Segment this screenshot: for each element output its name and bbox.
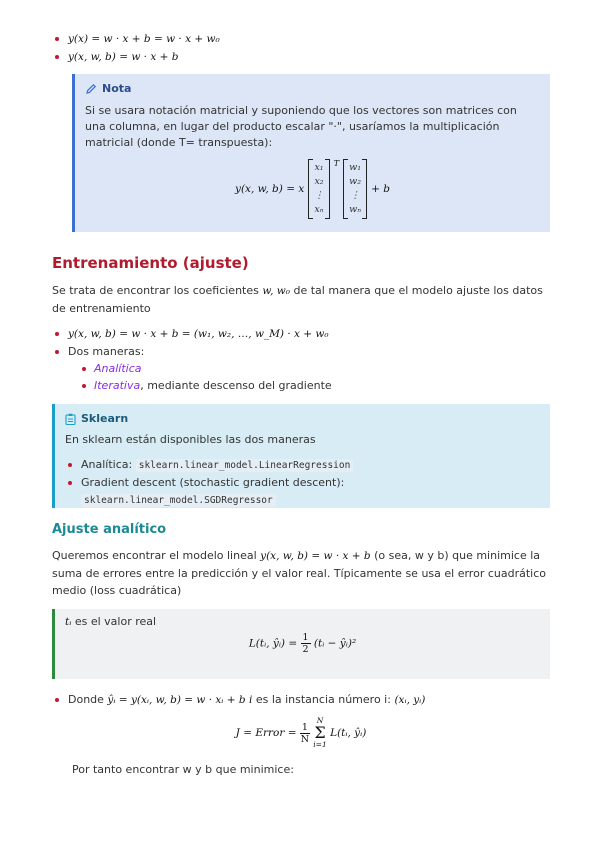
vector-cell: w₂ [349, 176, 362, 187]
vector-cell: ⋮ [350, 190, 360, 201]
nota-callout [72, 74, 550, 232]
matrix-equation [85, 159, 540, 219]
list-item: Analítica [52, 360, 550, 377]
eq-left: y(x, w, b) = x [235, 183, 305, 195]
list-item: y(x, w, b) = w · x + b = (w₁, w₂, …, w_M) · x + w₀ [52, 325, 550, 343]
list-item: Iterativa, mediante descenso del gradiente [52, 377, 550, 394]
sklearn-list [65, 456, 540, 509]
top-bullet-list [52, 0, 550, 66]
code-linear-regression: sklearn.linear_model.LinearRegression [136, 459, 354, 472]
loss-equation: L(tᵢ, ŷᵢ) = $\frac{1}{2}$ (tᵢ − ŷᵢ)² [248, 632, 357, 655]
code-sgd-regressor: sklearn.linear_model.SGDRegressor [81, 494, 276, 507]
vector-cell: wₙ [349, 204, 362, 215]
list-item: y(x, w, b) = w · x + b [52, 48, 550, 66]
transpose-sup: T [333, 159, 340, 168]
sklearn-text: En sklearn están disponibles las dos maneras [65, 433, 316, 446]
error-equation: J = Error = $\frac{1}{N}$ N Σ i=1 L(tᵢ, ŷᵢ) [235, 716, 367, 749]
notebook-page [28, 0, 576, 848]
eq-right: + b [371, 183, 390, 195]
nota-title [85, 82, 540, 95]
sum-symbol: N Σ i=1 [313, 716, 327, 749]
loss-callout-text: tᵢ es el valor real [65, 615, 157, 628]
vector-cell: x₂ [314, 176, 324, 187]
section-heading-ajuste: Ajuste analítico [52, 522, 167, 537]
entrenamiento-intro: Se trata de encontrar los coeficientes w, w₀ de tal manera que el modelo ajuste los datos de entrenamiento [52, 284, 543, 315]
list-item: Gradient descent (stochastic gradient descent): sklearn.linear_model.SGDRegressor [65, 474, 540, 509]
vector-cell: ⋮ [314, 190, 324, 201]
list-item: y(x) = w · x + b = w · x + w₀ [52, 30, 550, 48]
ajuste-list [52, 691, 550, 709]
list-item: Donde ŷᵢ = y(xᵢ, w, b) = w · xᵢ + b i es la instancia número i: (xᵢ, yᵢ) [52, 691, 550, 709]
nota-title-text: Nota [102, 82, 132, 95]
vector-cell: xₙ [314, 204, 324, 215]
notebook-content [28, 0, 576, 776]
loss-callout [52, 609, 550, 679]
section-heading-entrenamiento: Entrenamiento (ajuste) [52, 254, 249, 272]
ajuste-intro: Queremos encontrar el modelo lineal y(x, w, b) = w · x + b (o sea, w y b) que minimice la suma de errores entre la predicción y el valor real. Típicamente se usa el error cuadrático medio (loss cuadrática) [52, 549, 546, 597]
sklearn-title [65, 412, 540, 425]
entrenamiento-list [52, 325, 550, 394]
vector-w [343, 159, 367, 219]
vector-cell: w₁ [349, 162, 362, 173]
nota-text: Si se usara notación matricial y suponiendo que los vectores son matrices con una columna, en lugar del producto escalar "·", usaríamos la multiplicación matricial (donde T= transpuesta): [85, 104, 517, 149]
list-item: Dos maneras: [52, 343, 550, 360]
vector-x [308, 159, 330, 219]
list-item: Analítica: sklearn.linear_model.LinearRegression [65, 456, 540, 474]
sklearn-title-text: Sklearn [81, 412, 129, 425]
clipboard-icon [65, 413, 76, 425]
closing-text: Por tanto encontrar w y b que minimice: [72, 763, 294, 776]
vector-cell: x₁ [314, 162, 324, 173]
sklearn-callout [52, 404, 550, 508]
pencil-icon [85, 83, 97, 95]
